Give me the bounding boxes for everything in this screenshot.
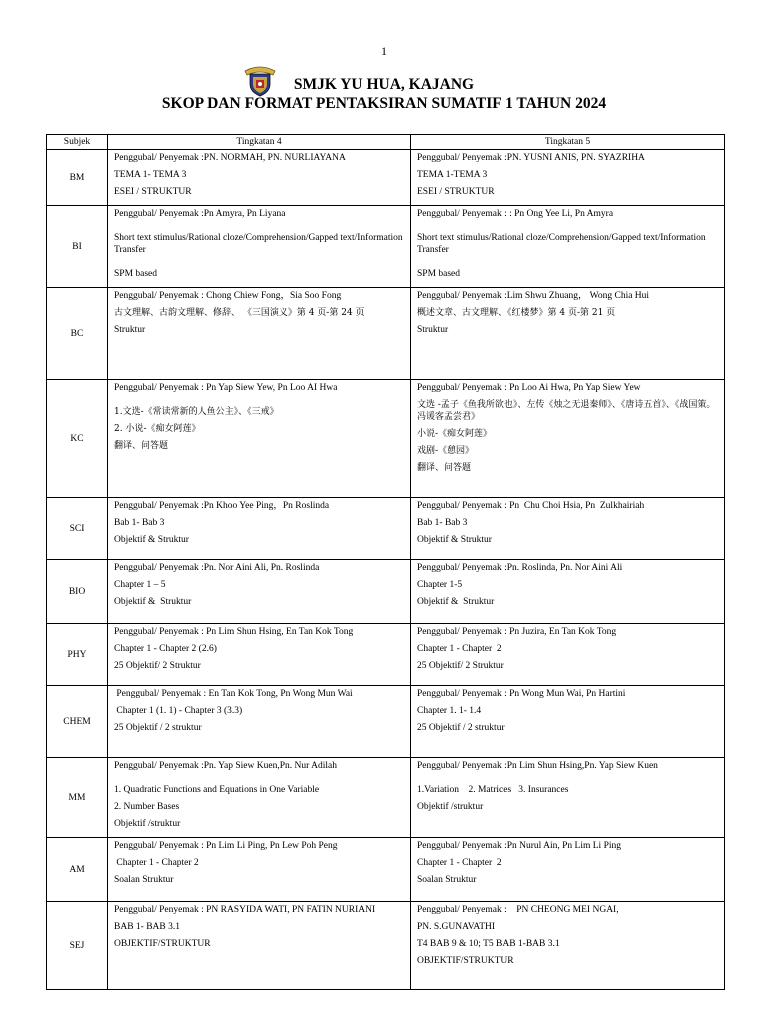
subject-cell: BIO xyxy=(47,560,108,624)
scope-line: OBJEKTIF/STRUKTUR xyxy=(417,956,514,966)
scope-line: 25 Objektif/ 2 Struktur xyxy=(114,661,201,671)
subject-cell: MM xyxy=(47,758,108,838)
scope-line: Objektif /struktur xyxy=(417,802,484,812)
examiner-line: Penggubal/ Penyemak :Pn Nurul Ain, Pn Lim Li Ping xyxy=(417,841,621,851)
form-4-cell xyxy=(108,206,411,288)
scope-line: Objektif & Struktur xyxy=(417,535,492,545)
scope-line: Struktur xyxy=(417,325,449,335)
form-5-cell xyxy=(411,498,725,560)
assessment-scope-table xyxy=(46,134,725,990)
subject-cell: SEJ xyxy=(47,902,108,990)
form-5-cell xyxy=(411,380,725,498)
table-row xyxy=(47,624,725,686)
scope-line: Chapter 1 - Chapter 2 xyxy=(417,858,502,868)
scope-line: TEMA 1-TEMA 3 xyxy=(417,170,488,180)
examiner-line: Penggubal/ Penyemak : En Tan Kok Tong, Pn Wong Mun Wai xyxy=(114,689,353,699)
form-4-cell xyxy=(108,380,411,498)
form-4-cell xyxy=(108,560,411,624)
scope-line: 戏剧-《憩园》 xyxy=(417,446,475,456)
subject-cell: SCI xyxy=(47,498,108,560)
scope-line: 2. Number Bases xyxy=(114,802,180,812)
scope-line: Soalan Struktur xyxy=(114,875,174,885)
scope-line: Chapter 1 - Chapter 2 xyxy=(114,858,199,868)
examiner-line: Penggubal/ Penyemak : Pn Lim Shun Hsing, En Tan Kok Tong xyxy=(114,627,354,637)
form-4-cell xyxy=(108,150,411,206)
table-row xyxy=(47,560,725,624)
header-subject: Subjek xyxy=(47,135,108,150)
scope-line: 1.Variation 2. Matrices 3. Insurances xyxy=(417,785,569,795)
form-5-cell xyxy=(411,902,725,990)
examiner-line: Penggubal/ Penyemak :PN. YUSNI ANIS, PN. SYAZRIHA xyxy=(417,153,645,163)
scope-line xyxy=(417,777,718,784)
scope-line: 翻译、问答题 xyxy=(417,463,472,473)
header-form-5: Tingkatan 5 xyxy=(411,135,725,150)
scope-line: Objektif /struktur xyxy=(114,819,181,829)
scope-line: Bab 1- Bab 3 xyxy=(114,518,165,528)
form-5-cell xyxy=(411,206,725,288)
scope-line xyxy=(417,225,718,232)
examiner-line: Penggubal/ Penyemak :Pn Amyra, Pn Liyana xyxy=(114,209,286,219)
document-subtitle: SKOP DAN FORMAT PENTAKSIRAN SUMATIF 1 TAHUN 2024 xyxy=(161,95,607,112)
examiner-line: Penggubal/ Penyemak : : Pn Ong Yee Li, Pn Amyra xyxy=(417,209,614,219)
form-5-cell xyxy=(411,758,725,838)
scope-line: 25 Objektif / 2 struktur xyxy=(417,723,505,733)
table-row xyxy=(47,150,725,206)
examiner-line: Penggubal/ Penyemak :PN. NORMAH, PN. NURLIAYANA xyxy=(114,153,346,163)
examiner-line: Penggubal/ Penyemak : Chong Chiew Fong，Sia Soo Fong xyxy=(114,291,342,301)
scope-line: 翻译、问答题 xyxy=(114,441,169,451)
scope-line: Chapter 1-5 xyxy=(417,580,463,590)
scope-line: 小说-《痴女阿莲》 xyxy=(417,429,493,439)
scope-line: Chapter 1 (1. 1) - Chapter 3 (3.3) xyxy=(114,706,243,716)
form-4-cell xyxy=(108,902,411,990)
examiner-line: Penggubal/ Penyemak : Pn Yap Siew Yew, Pn Loo AI Hwa xyxy=(114,383,338,393)
scope-line: Struktur xyxy=(114,325,146,335)
scope-line: Chapter 1. 1- 1.4 xyxy=(417,706,482,716)
examiner-line: Penggubal/ Penyemak :Pn Khoo Yee Ping，Pn Roslinda xyxy=(114,501,330,511)
form-5-cell xyxy=(411,686,725,758)
scope-line: Objektif & Struktur xyxy=(114,597,192,607)
examiner-line: Penggubal/ Penyemak :Pn. Nor Aini Ali, Pn. Roslinda xyxy=(114,563,320,573)
table-row xyxy=(47,498,725,560)
subject-cell: CHEM xyxy=(47,686,108,758)
table-row xyxy=(47,380,725,498)
scope-line: 25 Objektif / 2 struktur xyxy=(114,723,202,733)
form-4-cell xyxy=(108,686,411,758)
scope-line: PN. S.GUNAVATHI xyxy=(417,922,496,932)
examiner-line: Penggubal/ Penyemak : Pn Chu Choi Hsia, Pn Zulkhairiah xyxy=(417,501,645,511)
form-4-cell xyxy=(108,288,411,380)
scope-line: Chapter 1 - Chapter 2 xyxy=(417,644,502,654)
examiner-line: Penggubal/ Penyemak :Pn. Yap Siew Kuen,Pn. Nur Adilah xyxy=(114,761,337,771)
scope-line: SPM based xyxy=(114,269,158,279)
scope-line: TEMA 1- TEMA 3 xyxy=(114,170,187,180)
form-4-cell xyxy=(108,498,411,560)
form-4-cell xyxy=(108,624,411,686)
examiner-line: Penggubal/ Penyemak : PN RASYIDA WATI, PN FATIN NURIANI xyxy=(114,905,376,915)
scope-line: Chapter 1 - Chapter 2 (2.6) xyxy=(114,644,217,654)
table-row xyxy=(47,288,725,380)
scope-line: 1. Quadratic Functions and Equations in One Variable xyxy=(114,785,320,795)
scope-line: 古文理解、古韵文理解、修辞、 《三国演义》第 4 页-第 24 页 xyxy=(114,308,365,318)
scope-line: Chapter 1 – 5 xyxy=(114,580,166,590)
form-4-cell xyxy=(108,758,411,838)
form-4-cell xyxy=(108,838,411,902)
form-5-cell xyxy=(411,288,725,380)
subject-cell: BI xyxy=(47,206,108,288)
examiner-line: Penggubal/ Penyemak :Pn. Roslinda, Pn. Nor Aini Ali xyxy=(417,563,623,573)
scope-line: 1.文选-《常读常新的人鱼公主》、《三戒》 xyxy=(114,407,279,417)
document-title xyxy=(0,75,768,113)
scope-line: Objektif & Struktur xyxy=(417,597,495,607)
examiner-line: Penggubal/ Penyemak :Lim Shwu Zhuang， Wong Chia Hui xyxy=(417,291,650,301)
scope-line: Soalan Struktur xyxy=(417,875,477,885)
school-name: SMJK YU HUA, KAJANG xyxy=(293,76,475,93)
scope-line xyxy=(114,261,404,268)
form-5-cell xyxy=(411,150,725,206)
scope-line xyxy=(114,399,404,406)
page-number: 1 xyxy=(381,44,387,58)
scope-line: OBJEKTIF/STRUKTUR xyxy=(114,939,211,949)
form-5-cell xyxy=(411,624,725,686)
subject-cell: KC xyxy=(47,380,108,498)
scope-line: ESEI / STRUKTUR xyxy=(114,187,192,197)
scope-line: T4 BAB 9 & 10; T5 BAB 1-BAB 3.1 xyxy=(417,939,560,949)
subject-cell: BM xyxy=(47,150,108,206)
scope-line: Short text stimulus/Rational cloze/Comprehension/Gapped text/Information Transfer xyxy=(114,233,405,255)
scope-line: SPM based xyxy=(417,269,461,279)
scope-line xyxy=(114,225,404,232)
scope-line: 2. 小说-《痴女阿莲》 xyxy=(114,424,201,434)
scope-line: 概述文章、古文理解、《红楼梦》第 4 页-第 21 页 xyxy=(417,308,616,318)
form-5-cell xyxy=(411,560,725,624)
examiner-line: Penggubal/ Penyemak :Pn Lim Shun Hsing,Pn. Yap Siew Kuen xyxy=(417,761,658,771)
table-row xyxy=(47,902,725,990)
examiner-line: Penggubal/ Penyemak : PN CHEONG MEI NGAI, xyxy=(417,905,619,915)
subject-cell: PHY xyxy=(47,624,108,686)
subject-cell: AM xyxy=(47,838,108,902)
examiner-line: Penggubal/ Penyemak : Pn Wong Mun Wai, Pn Hartini xyxy=(417,689,626,699)
scope-line: ESEI / STRUKTUR xyxy=(417,187,495,197)
table-row xyxy=(47,686,725,758)
table-row xyxy=(47,838,725,902)
subject-cell: BC xyxy=(47,288,108,380)
scope-line: Objektif & Struktur xyxy=(114,535,189,545)
scope-line xyxy=(114,777,404,784)
examiner-line: Penggubal/ Penyemak : Pn Lim Li Ping, Pn Lew Poh Peng xyxy=(114,841,338,851)
scope-line: 文选 -孟子《鱼我所欲也》、左传《烛之无退秦师》、《唐诗五首》、《战国策。冯谖客孟尝君》 xyxy=(417,400,716,422)
scope-line: 25 Objektif/ 2 Struktur xyxy=(417,661,504,671)
table-row xyxy=(47,758,725,838)
scope-line: Bab 1- Bab 3 xyxy=(417,518,468,528)
header-form-4: Tingkatan 4 xyxy=(108,135,411,150)
table-row xyxy=(47,206,725,288)
scope-line xyxy=(417,261,718,268)
table-header-row xyxy=(47,135,725,150)
examiner-line: Penggubal/ Penyemak : Pn Loo Ai Hwa, Pn Yap Siew Yew xyxy=(417,383,641,393)
scope-line: Short text stimulus/Rational cloze/Comprehension/Gapped text/Information Transfer xyxy=(417,233,708,255)
form-5-cell xyxy=(411,838,725,902)
scope-line: BAB 1- BAB 3.1 xyxy=(114,922,180,932)
examiner-line: Penggubal/ Penyemak : Pn Juzira, En Tan Kok Tong xyxy=(417,627,617,637)
